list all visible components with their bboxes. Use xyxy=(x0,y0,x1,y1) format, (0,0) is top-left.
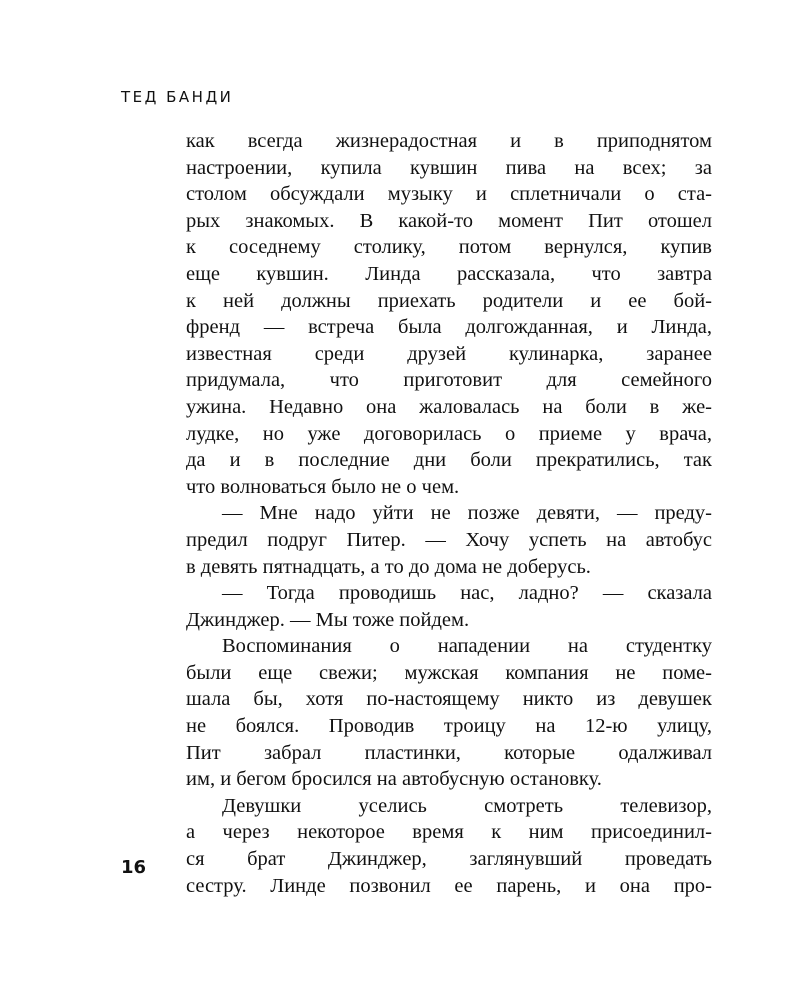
text-line: как всегда жизнерадостная и в приподнятом xyxy=(186,130,712,152)
text-line: ся брат Джинджер, заглянувший проведать xyxy=(186,848,712,871)
running-head: ТЕД БАНДИ xyxy=(121,88,234,106)
text-line: были еще свежи; мужская компания не поме- xyxy=(186,661,712,684)
text-line: шала бы, хотя по-настоящему никто из девушек xyxy=(186,688,712,711)
page-number: 16 xyxy=(121,857,147,878)
text-line: не боялся. Проводив троицу на 12-ю улицу, xyxy=(186,715,712,738)
text-line: в девять пятнадцать, а то до дома не доберусь. xyxy=(186,555,591,578)
text-line: а через некоторое время к ним присоединил- xyxy=(186,821,712,844)
text-line: придумала, что приготовит для семейного xyxy=(186,369,712,392)
text-line: Пит забрал пластинки, которые одалживал xyxy=(186,741,712,764)
text-line: рых знакомых. В какой-то момент Пит отошел xyxy=(186,209,712,232)
text-line: — Мне надо уйти не позже девяти, — преду- xyxy=(222,502,712,525)
text-line: сестру. Линде позвонил ее парень, и она про- xyxy=(186,874,712,897)
text-line: Воспоминания о нападении на студентку xyxy=(222,635,712,658)
text-line: настроении, купила кувшин пива на всех; за xyxy=(186,156,712,179)
text-line: известная среди друзей кулинарка, заранее xyxy=(186,342,712,365)
text-line: Девушки уселись смотреть телевизор, xyxy=(222,794,712,817)
text-line: — Тогда проводишь нас, ладно? — сказала xyxy=(222,582,712,605)
text-line: ужина. Недавно она жаловалась на боли в же- xyxy=(186,395,712,418)
text-line: френд — встреча была долгожданная, и Линда, xyxy=(186,316,712,339)
text-line: им, и бегом бросился на автобусную остановку. xyxy=(186,768,602,791)
text-line: столом обсуждали музыку и сплетничали о ста- xyxy=(186,183,712,206)
text-line: Джинджер. — Мы тоже пойдем. xyxy=(186,608,470,631)
text-line: да и в последние дни боли прекратились, так xyxy=(186,449,712,472)
text-line: еще кувшин. Линда рассказала, что завтра xyxy=(186,262,712,285)
text-line: к соседнему столику, потом вернулся, купив xyxy=(186,236,712,259)
text-line: лудке, но уже договорилась о приеме у врача, xyxy=(186,422,712,445)
text-line: что волноваться было не о чем. xyxy=(186,475,460,498)
text-line: к ней должны приехать родители и ее бой- xyxy=(186,289,712,312)
text-line: предил подруг Питер. — Хочу успеть на автобус xyxy=(186,528,712,551)
body-text xyxy=(186,128,712,899)
